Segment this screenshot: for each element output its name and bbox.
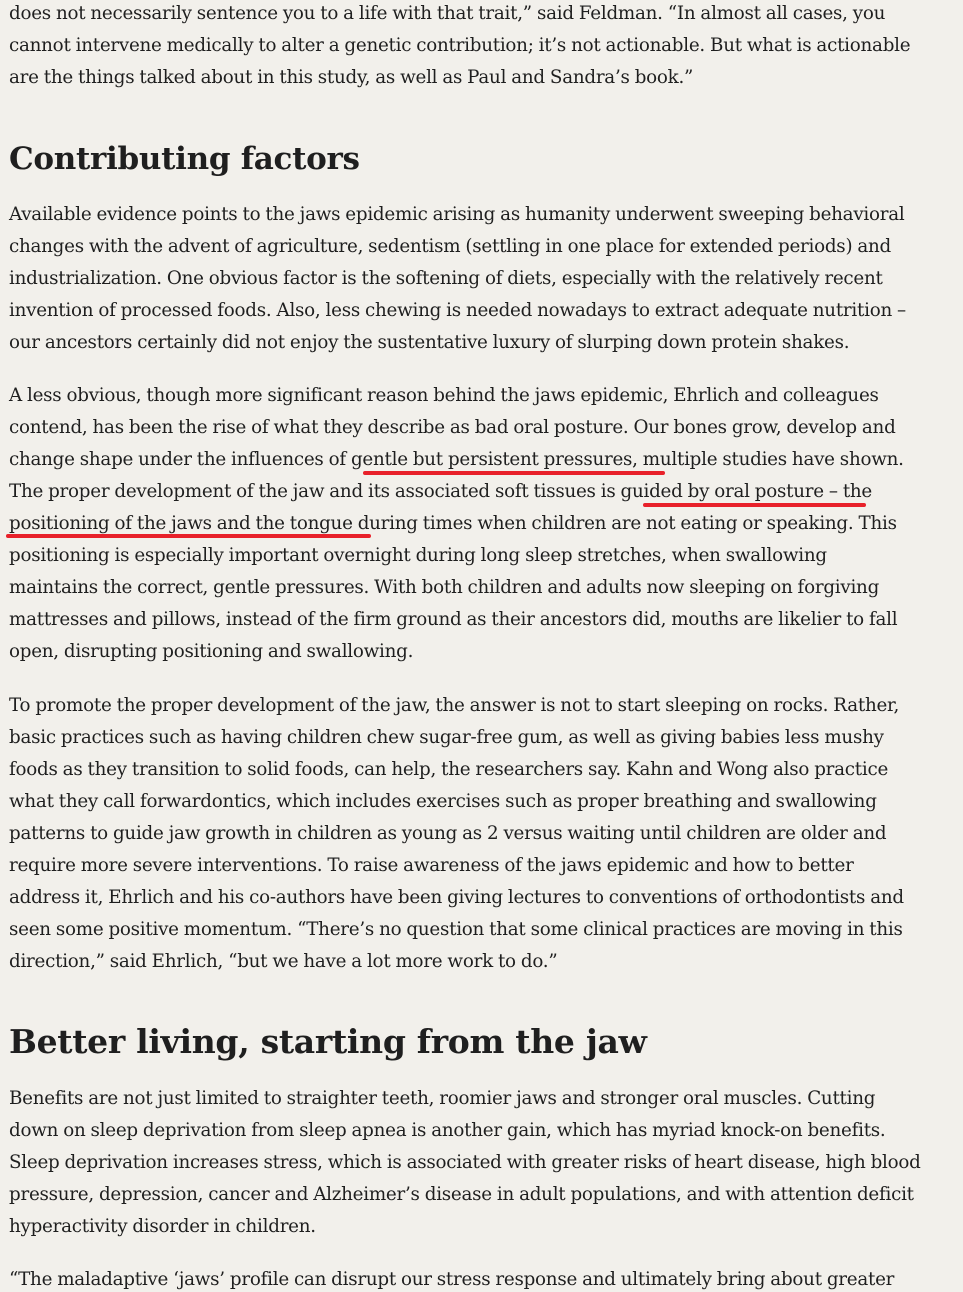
text-line: cannot intervene medically to alter a genetic contribution; it’s not actionable. But what is actionable: [9, 35, 911, 56]
text-line: Sleep deprivation increases stress, which is associated with greater risks of heart disease, high blood: [9, 1152, 921, 1173]
text-line: down on sleep deprivation from sleep apnea is another gain, which has myriad knock-on benefits.: [9, 1120, 886, 1141]
text-line: Available evidence points to the jaws epidemic arising as humanity underwent sweeping behavioral: [9, 204, 905, 225]
paragraph-oral-posture: [9, 380, 959, 668]
text-line: invention of processed foods. Also, less chewing is needed nowadays to extract adequate nutrition –: [9, 300, 906, 321]
underline-annotation-gentle-pressures: [363, 471, 665, 475]
text-line: mattresses and pillows, instead of the firm ground as their ancestors did, mouths are likelier to fall: [9, 609, 898, 630]
text-line: seen some positive momentum. “There’s no question that some clinical practices are moving in this: [9, 919, 903, 940]
text-line: direction,” said Ehrlich, “but we have a lot more work to do.”: [9, 951, 558, 972]
text-line: maintains the correct, gentle pressures. With both children and adults now sleeping on forgiving: [9, 577, 880, 598]
text-line: does not necessarily sentence you to a life with that trait,” said Feldman. “In almost all cases, you: [9, 3, 886, 24]
text-line: To promote the proper development of the jaw, the answer is not to start sleeping on rocks. Rather,: [9, 695, 900, 716]
underline-annotation-guided-by-oral-posture: [643, 503, 866, 507]
text-line: what they call forwardontics, which includes exercises such as proper breathing and swallowing: [9, 791, 877, 812]
text-line: open, disrupting positioning and swallowing.: [9, 641, 414, 662]
paragraph-benefits: [9, 1083, 959, 1243]
text-line: Benefits are not just limited to straighter teeth, roomier jaws and stronger oral muscles. Cutting: [9, 1088, 876, 1109]
section-heading-contributing-factors: Contributing factors: [9, 141, 360, 177]
text-line: our ancestors certainly did not enjoy the sustentative luxury of slurping down protein shakes.: [9, 332, 850, 353]
text-line: hyperactivity disorder in children.: [9, 1216, 316, 1237]
text-line: contend, has been the rise of what they describe as bad oral posture. Our bones grow, develop and: [9, 417, 896, 438]
underline-annotation-positioning-jaws-tongue: [6, 534, 371, 538]
text-line: The proper development of the jaw and its associated soft tissues is guided by oral posture – the: [9, 481, 873, 502]
text-line: positioning of the jaws and the tongue during times when children are not eating or speaking. This: [9, 513, 897, 534]
paragraph-available-evidence: [9, 199, 959, 359]
text-line: patterns to guide jaw growth in children as young as 2 versus waiting until children are older and: [9, 823, 887, 844]
text-line: require more severe interventions. To raise awareness of the jaws epidemic and how to better: [9, 855, 854, 876]
text-line: change shape under the influences of gentle but persistent pressures, multiple studies have shown.: [9, 449, 904, 470]
text-line: foods as they transition to solid foods, can help, the researchers say. Kahn and Wong also practice: [9, 759, 889, 780]
paragraph-maladaptive-profile: [9, 1264, 959, 1292]
text-line: changes with the advent of agriculture, sedentism (settling in one place for extended periods) and: [9, 236, 892, 257]
paragraph-promote-development: [9, 690, 959, 978]
intro-paragraph: [9, 0, 959, 94]
text-line: address it, Ehrlich and his co-authors have been giving lectures to conventions of orthodontists and: [9, 887, 904, 908]
text-line: A less obvious, though more significant reason behind the jaws epidemic, Ehrlich and colleagues: [9, 385, 879, 406]
text-line: industrialization. One obvious factor is the softening of diets, especially with the relatively recent: [9, 268, 883, 289]
text-line: basic practices such as having children chew sugar-free gum, as well as giving babies less mushy: [9, 727, 884, 748]
section-heading-better-living: Better living, starting from the jaw: [9, 1022, 647, 1061]
text-line: “The maladaptive ‘jaws’ profile can disrupt our stress response and ultimately bring about greater: [9, 1269, 895, 1290]
text-line: pressure, depression, cancer and Alzheimer’s disease in adult populations, and with attention deficit: [9, 1184, 914, 1205]
text-line: positioning is especially important overnight during long sleep stretches, when swallowing: [9, 545, 827, 566]
text-line: are the things talked about in this study, as well as Paul and Sandra’s book.”: [9, 67, 694, 88]
